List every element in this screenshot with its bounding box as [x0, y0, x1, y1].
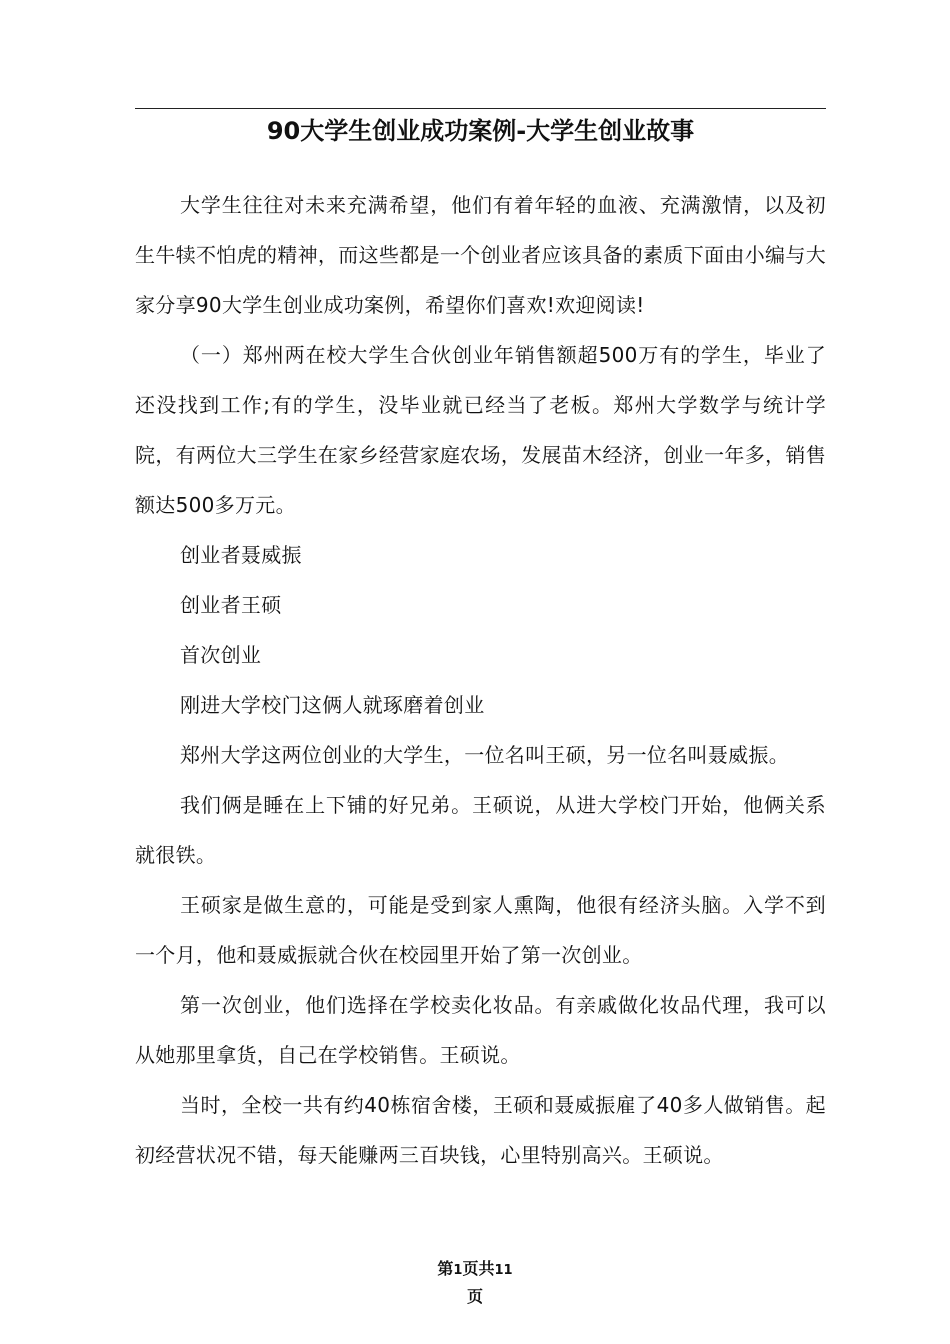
page-footer	[375, 1256, 575, 1310]
paragraph-two-students: 郑州大学这两位创业的大学生，一位名叫王硕，另一位名叫聂威振。	[180, 743, 789, 767]
header-rule	[135, 108, 826, 109]
paragraph-family-business: 王硕家是做生意的，可能是受到家人熏陶，他很有经济头脑。入学不到一个月，他和聂威振就合伙在校园里开始了第一次创业。	[135, 893, 826, 967]
paragraph-founder-nie: 创业者聂威振	[180, 543, 302, 567]
document-body	[135, 180, 826, 1180]
paragraph-brothers: 我们俩是睡在上下铺的好兄弟。王硕说，从进大学校门开始，他俩关系就很铁。	[135, 793, 826, 867]
page-middle: 页共	[462, 1259, 495, 1278]
paragraph-case-one: （一）郑州两在校大学生合伙创业年销售额超500万有的学生，毕业了还没找到工作;有的学生，没毕业就已经当了老板。郑州大学数学与统计学院，有两位大三学生在家乡经营家庭农场，发展苗木经济，创业一年多，销售额达500多万元。	[135, 343, 826, 517]
document-title: 90大学生创业成功案例-大学生创业故事	[266, 117, 695, 145]
current-page-number: 1	[453, 1263, 463, 1278]
paragraph-founder-wang: 创业者王硕	[180, 593, 282, 617]
paragraph-cosmetics: 第一次创业，他们选择在学校卖化妆品。有亲戚做化妆品代理，我可以从她那里拿货，自己在学校销售。王硕说。	[135, 993, 826, 1067]
paragraph-subheading-start: 刚进大学校门这俩人就琢磨着创业	[180, 693, 485, 717]
total-pages-number: 11	[494, 1263, 513, 1278]
page-suffix: 页	[466, 1287, 483, 1306]
paragraph-dormitories: 当时，全校一共有约40栋宿舍楼，王硕和聂威振雇了40多人做销售。起初经营状况不错，每天能赚两三百块钱，心里特别高兴。王硕说。	[135, 1093, 826, 1167]
page-number-line	[375, 1256, 575, 1284]
paragraph-subheading-first: 首次创业	[180, 643, 262, 667]
paragraph-intro: 大学生往往对未来充满希望，他们有着年轻的血液、充满激情，以及初生牛犊不怕虎的精神，而这些都是一个创业者应该具备的素质下面由小编与大家分享90大学生创业成功案例，希望你们喜欢!欢迎阅读!	[135, 193, 826, 317]
page-prefix: 第	[437, 1259, 454, 1278]
